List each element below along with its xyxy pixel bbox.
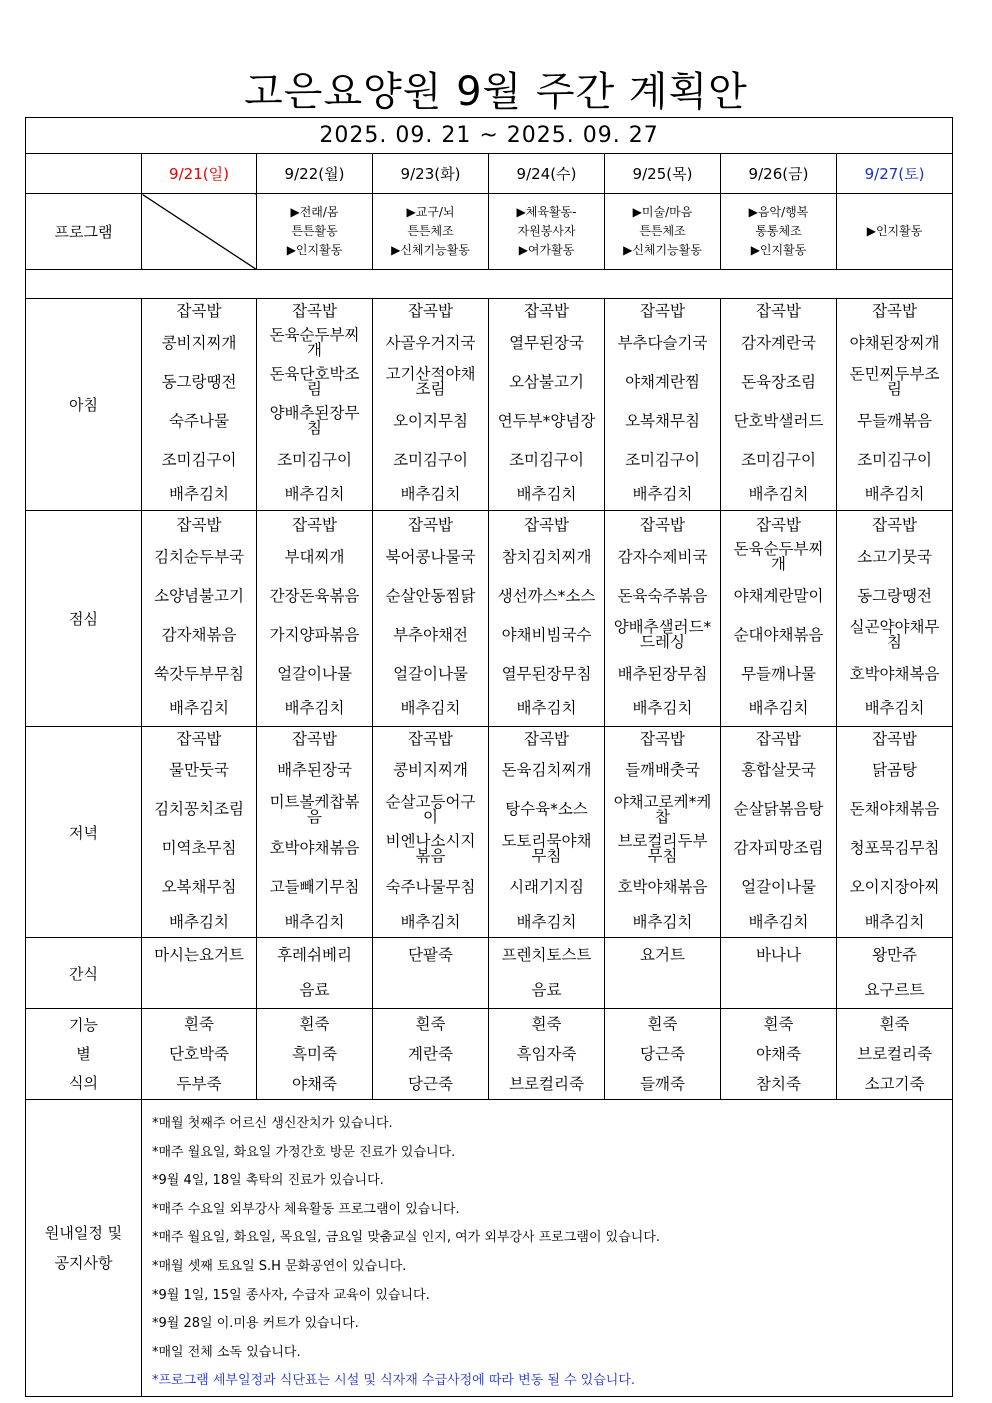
menu-item: 콩비지찌개 <box>393 761 468 779</box>
dinner-cell <box>489 727 605 938</box>
snack-cell <box>142 938 257 1009</box>
special-diet-label <box>26 1009 142 1100</box>
menu-item: 북어콩나물국 <box>385 547 476 566</box>
menu-item: 부추다슬기국 <box>617 333 708 352</box>
menu-item: 조미김구이 <box>393 450 468 469</box>
porridge-item: 두부죽 <box>176 1074 222 1093</box>
menu-item: 배추김치 <box>748 912 809 931</box>
snack-row <box>26 938 953 1009</box>
menu-item: 야채계란말이 <box>733 586 824 605</box>
menu-item: 얼갈이나물 <box>741 878 816 896</box>
snack-cell <box>605 938 721 1009</box>
snack-item <box>142 973 256 1008</box>
special-diet-cell <box>605 1009 721 1100</box>
special-diet-cell <box>142 1009 257 1100</box>
program-item: ▶인지활동 <box>866 224 923 238</box>
menu-item: 양배추된장무침 <box>269 404 360 437</box>
snack-item <box>605 973 720 1008</box>
menu-item: 순살고등어구이 <box>385 792 476 826</box>
spacer-cell <box>26 270 953 299</box>
breakfast-cell <box>142 299 257 511</box>
day-header: 9/25(목) <box>605 154 721 194</box>
menu-item: 호박야채볶음 <box>617 878 708 896</box>
snack-label: 간식 <box>26 938 142 1009</box>
menu-item: 잡곡밥 <box>176 302 222 320</box>
snack-item: 왕만쥬 <box>872 946 917 964</box>
program-empty-diagonal <box>142 194 257 270</box>
special-diet-label-line: 기능 <box>69 1015 98 1034</box>
menu-item: 배추된장국 <box>277 761 352 779</box>
menu-item: 배추김치 <box>284 912 345 931</box>
menu-item: 김치꽁치조림 <box>154 800 244 818</box>
porridge-item: 계란죽 <box>408 1044 453 1063</box>
program-item: ▶신체기능활동 <box>391 243 470 257</box>
porridge-item: 참치죽 <box>756 1074 801 1093</box>
menu-item: 감자계란국 <box>741 333 816 352</box>
menu-item: 부대찌개 <box>284 547 345 566</box>
date-range: 2025. 09. 21 ~ 2025. 09. 27 <box>26 118 953 154</box>
notice-item: *매일 전체 소독 있습니다. <box>152 1344 301 1360</box>
menu-item: 잡곡밥 <box>756 516 801 534</box>
breakfast-cell <box>257 299 373 511</box>
menu-item: 배추된장무침 <box>617 664 708 683</box>
breakfast-cell <box>837 299 953 511</box>
menu-item: 야채계란찜 <box>625 372 700 391</box>
menu-item: 야채비빔국수 <box>501 625 592 644</box>
snack-item: 음료 <box>299 981 330 999</box>
lunch-cell <box>142 511 257 727</box>
snack-item: 단팥죽 <box>408 946 453 964</box>
menu-item: 배추김치 <box>864 912 925 931</box>
lunch-row <box>26 511 953 727</box>
special-diet-cell <box>489 1009 605 1100</box>
menu-item: 순살안동찜닭 <box>385 586 476 605</box>
menu-item: 소고기뭇국 <box>857 547 932 566</box>
menu-item: 양배추샐러드*드레싱 <box>613 618 712 651</box>
lunch-cell <box>605 511 721 727</box>
menu-item: 잡곡밥 <box>408 729 453 748</box>
menu-item: 돈육장조림 <box>741 372 816 391</box>
menu-item: 무들깨볶음 <box>857 411 932 430</box>
porridge-item: 흰죽 <box>299 1014 330 1033</box>
menu-item: 잡곡밥 <box>524 302 569 320</box>
day-header-row <box>26 154 953 194</box>
porridge-item: 흰죽 <box>184 1014 214 1033</box>
menu-item: 미역초무침 <box>161 839 237 857</box>
menu-item: 잡곡밥 <box>524 516 569 534</box>
program-row <box>26 194 953 270</box>
menu-item: 브로컬리두부무침 <box>617 831 708 865</box>
day-header: 9/26(금) <box>721 154 837 194</box>
breakfast-label: 아침 <box>26 299 142 511</box>
menu-item: 배추김치 <box>400 699 461 717</box>
program-item: ▶미술/마음 <box>632 205 693 219</box>
menu-item: 순대야채볶음 <box>733 625 824 644</box>
menu-item: 돈채야채볶음 <box>849 800 940 818</box>
snack-item: 요거트 <box>640 946 685 964</box>
day-header: 9/27(토) <box>837 154 953 194</box>
menu-item: 숙주나물무침 <box>385 878 476 896</box>
special-diet-label-line: 식의 <box>69 1073 98 1092</box>
menu-item: 탕수육*소스 <box>505 800 588 818</box>
notice-item: *매주 월요일, 화요일 가정간호 방문 진료가 있습니다. <box>152 1144 456 1160</box>
dinner-cell <box>721 727 837 938</box>
menu-item: 얼갈이나물 <box>393 664 468 683</box>
snack-item: 요구르트 <box>864 981 925 999</box>
menu-item: 돈육김치찌개 <box>501 761 592 779</box>
dinner-cell <box>837 727 953 938</box>
program-item: 튼튼체조 <box>407 224 454 238</box>
program-item: ▶신체기능활동 <box>623 243 702 257</box>
breakfast-cell <box>373 299 489 511</box>
dinner-label: 저녁 <box>26 727 142 938</box>
menu-item: 잡곡밥 <box>872 516 917 534</box>
menu-item: 배추김치 <box>516 912 577 931</box>
porridge-item: 단호박죽 <box>169 1044 229 1063</box>
menu-item: 잡곡밥 <box>408 302 453 320</box>
menu-item: 김치순두부국 <box>154 547 244 566</box>
lunch-cell <box>373 511 489 727</box>
corner-cell <box>26 154 142 194</box>
menu-item: 가지양파볶음 <box>269 625 360 644</box>
dinner-cell <box>605 727 721 938</box>
menu-item: 배추김치 <box>400 912 461 931</box>
menu-item: 소양념불고기 <box>154 586 244 605</box>
menu-item: 비엔나소시지볶음 <box>385 831 476 865</box>
menu-item: 잡곡밥 <box>872 302 917 320</box>
menu-item: 잡곡밥 <box>756 729 801 748</box>
breakfast-row <box>26 299 953 511</box>
menu-item: 돈민찌두부조림 <box>849 365 940 398</box>
menu-item: 잡곡밥 <box>640 729 685 748</box>
menu-item: 연두부*양념장 <box>497 411 596 430</box>
menu-item: 잡곡밥 <box>176 516 222 534</box>
porridge-item: 흰죽 <box>763 1014 794 1033</box>
breakfast-cell <box>489 299 605 511</box>
menu-item: 들깨배춧국 <box>625 761 700 779</box>
menu-item: 배추김치 <box>516 699 577 717</box>
special-diet-cell <box>837 1009 953 1100</box>
menu-item: 배추김치 <box>864 485 925 503</box>
notice-item: *9월 4일, 18일 촉탁의 진료가 있습니다. <box>152 1173 384 1189</box>
menu-item: 감자채볶음 <box>161 625 237 644</box>
menu-item: 열무된장국 <box>509 333 584 352</box>
day-header: 9/23(화) <box>373 154 489 194</box>
notice-list <box>142 1100 953 1397</box>
snack-item: 마시는요거트 <box>154 946 244 964</box>
snack-item: 음료 <box>531 981 562 999</box>
menu-item: 열무된장무침 <box>501 664 592 683</box>
menu-item: 콩비지찌개 <box>161 333 237 352</box>
spacer-row <box>26 270 953 299</box>
program-cell <box>605 194 721 270</box>
menu-item: 배추김치 <box>284 485 345 503</box>
day-header: 9/24(수) <box>489 154 605 194</box>
program-item: ▶체육활동- <box>516 205 577 219</box>
menu-item: 오이지장아찌 <box>849 878 940 896</box>
porridge-item: 흰죽 <box>531 1014 562 1033</box>
day-header: 9/22(월) <box>257 154 373 194</box>
porridge-item: 들깨죽 <box>640 1074 685 1093</box>
menu-item: 실곤약야채무침 <box>849 618 940 651</box>
menu-item: 배추김치 <box>632 699 693 717</box>
menu-item: 오복채무침 <box>161 878 237 896</box>
porridge-item: 흰죽 <box>647 1014 678 1033</box>
snack-cell <box>837 938 953 1009</box>
special-diet-row <box>26 1009 953 1100</box>
special-diet-label-line: 별 <box>76 1044 91 1063</box>
menu-item: 청포묵김무침 <box>849 839 940 857</box>
menu-item: 잡곡밥 <box>408 516 453 534</box>
porridge-item: 소고기죽 <box>864 1074 925 1093</box>
menu-item: 배추김치 <box>864 699 925 717</box>
menu-item: 잡곡밥 <box>756 302 801 320</box>
menu-item: 무들깨나물 <box>741 664 816 683</box>
notice-row <box>26 1100 953 1397</box>
program-item: 자원봉사자 <box>517 224 576 238</box>
menu-item: 간장돈육볶음 <box>269 586 360 605</box>
weekly-plan-table <box>25 117 953 1397</box>
special-diet-cell <box>257 1009 373 1100</box>
menu-item: 쑥갓두부무침 <box>154 664 244 683</box>
menu-item: 잡곡밥 <box>292 516 337 534</box>
menu-item: 야채고로케*케찹 <box>613 792 712 826</box>
notice-item: *9월 28일 이.미용 커트가 있습니다. <box>152 1316 359 1332</box>
dinner-cell <box>142 727 257 938</box>
dinner-row <box>26 727 953 938</box>
program-cell <box>721 194 837 270</box>
lunch-cell <box>489 511 605 727</box>
menu-item: 닭곰탕 <box>872 761 917 779</box>
program-cell <box>373 194 489 270</box>
snack-item: 후레쉬베리 <box>277 946 352 964</box>
program-item: 통통체조 <box>755 224 802 238</box>
menu-item: 배추김치 <box>748 485 809 503</box>
notice-item: *매월 셋째 토요일 S.H 문화공연이 있습니다. <box>152 1258 407 1274</box>
program-item: ▶인지활동 <box>750 243 807 257</box>
menu-item: 배추김치 <box>169 699 229 717</box>
menu-item: 고들빼기무침 <box>269 878 360 896</box>
menu-item: 배추김치 <box>169 912 229 931</box>
menu-item: 돈육숙주볶음 <box>617 586 708 605</box>
menu-item: 잡곡밥 <box>292 729 337 748</box>
notice-item: *9월 1일, 15일 종사자, 수급자 교육이 있습니다. <box>152 1287 430 1303</box>
menu-item: 배추김치 <box>516 485 577 503</box>
snack-cell <box>373 938 489 1009</box>
menu-item: 배추김치 <box>632 485 693 503</box>
lunch-cell <box>721 511 837 727</box>
porridge-item: 흰죽 <box>415 1014 446 1033</box>
special-diet-cell <box>373 1009 489 1100</box>
page-title: 고은요양원 9월 주간 계획안 <box>244 69 748 115</box>
menu-item: 오삼불고기 <box>509 372 584 391</box>
menu-item: 돈육순두부찌개 <box>269 326 360 359</box>
menu-item: 조미김구이 <box>625 450 700 469</box>
menu-item: 조미김구이 <box>857 450 932 469</box>
program-item: ▶전래/몸 <box>290 205 339 219</box>
menu-item: 부추야채전 <box>393 625 468 644</box>
menu-item: 배추김치 <box>400 485 461 503</box>
program-label: 프로그램 <box>26 194 142 270</box>
menu-item: 숙주나물 <box>169 411 229 430</box>
menu-item: 고기산적야채조림 <box>385 365 476 398</box>
menu-item: 생선까스*소스 <box>497 586 596 605</box>
notice-label <box>26 1100 142 1397</box>
menu-item: 단호박샐러드 <box>733 411 824 430</box>
special-diet-cell <box>721 1009 837 1100</box>
menu-item: 오복채무침 <box>625 411 700 430</box>
menu-item: 감자피망조림 <box>733 839 824 857</box>
program-item: ▶교구/뇌 <box>406 205 455 219</box>
day-header: 9/21(일) <box>142 154 257 194</box>
menu-item: 얼갈이나물 <box>277 664 352 683</box>
snack-item <box>373 973 488 1008</box>
menu-item: 배추김치 <box>284 699 345 717</box>
program-cell <box>257 194 373 270</box>
menu-item: 돈육순두부찌개 <box>733 540 824 573</box>
notice-item: *프로그램 세부일정과 식단표는 시설 및 식자재 수급사정에 따라 변동 될 수 있습니다. <box>152 1373 636 1389</box>
menu-item: 배추김치 <box>632 912 693 931</box>
menu-item: 잡곡밥 <box>176 729 222 748</box>
program-item: 튼튼활동 <box>291 224 338 238</box>
menu-item: 감자수제비국 <box>617 547 708 566</box>
program-item: ▶여가활동 <box>518 243 575 257</box>
notice-label-line: 공지사항 <box>54 1253 113 1272</box>
program-cell <box>837 194 953 270</box>
porridge-item: 브로컬리죽 <box>857 1044 932 1063</box>
menu-item: 조미김구이 <box>161 450 237 469</box>
menu-item: 오이지무침 <box>393 411 468 430</box>
menu-item: 배추김치 <box>748 699 809 717</box>
menu-item: 잡곡밥 <box>872 729 917 748</box>
program-item: 튼튼체조 <box>639 224 686 238</box>
menu-item: 호박야채볶음 <box>269 839 360 857</box>
menu-item: 잡곡밥 <box>640 302 685 320</box>
menu-item: 순살닭볶음탕 <box>733 800 824 818</box>
dinner-cell <box>373 727 489 938</box>
menu-item: 조미김구이 <box>277 450 352 469</box>
menu-item: 돈육단호박조림 <box>269 365 360 398</box>
snack-item <box>721 973 836 1008</box>
porridge-item: 브로컬리죽 <box>509 1074 584 1093</box>
menu-item: 야채된장찌개 <box>849 333 940 352</box>
menu-item: 시래기지짐 <box>509 878 584 896</box>
menu-item: 도토리묵야채무침 <box>501 831 592 865</box>
program-item: ▶음악/행복 <box>748 205 809 219</box>
breakfast-cell <box>605 299 721 511</box>
porridge-item: 흑임자죽 <box>516 1044 577 1063</box>
breakfast-cell <box>721 299 837 511</box>
dinner-cell <box>257 727 373 938</box>
porridge-item: 야채죽 <box>756 1044 801 1063</box>
notice-item: *매주 수요일 외부강사 체육활동 프로그램이 있습니다. <box>152 1201 460 1217</box>
menu-item: 홍합살뭇국 <box>741 761 816 779</box>
menu-item: 동그랑땡전 <box>857 586 932 605</box>
porridge-item: 당근죽 <box>408 1074 453 1093</box>
notice-item: *매월 첫째주 어르신 생신잔치가 있습니다. <box>152 1116 393 1131</box>
menu-item: 배추김치 <box>169 485 229 503</box>
menu-item: 동그랑땡전 <box>161 372 237 391</box>
porridge-item: 흰죽 <box>879 1014 910 1033</box>
notice-item: *매주 월요일, 화요일, 목요일, 금요일 맞춤교실 인지, 여가 외부강사 프로그램이 있습니다. <box>152 1230 661 1246</box>
menu-item: 호박야채복음 <box>849 664 940 683</box>
menu-item: 참치김치찌개 <box>501 547 592 566</box>
lunch-label: 점심 <box>26 511 142 727</box>
lunch-cell <box>837 511 953 727</box>
menu-item: 잡곡밥 <box>292 302 337 320</box>
menu-item: 잡곡밥 <box>640 516 685 534</box>
menu-item: 조미김구이 <box>741 450 816 469</box>
menu-item: 미트볼케찹볶음 <box>269 792 360 826</box>
lunch-cell <box>257 511 373 727</box>
snack-cell <box>489 938 605 1009</box>
porridge-item: 야채죽 <box>292 1074 337 1093</box>
notice-label-line: 원내일정 및 <box>44 1223 123 1242</box>
menu-item: 잡곡밥 <box>524 729 569 748</box>
menu-item: 물만둣국 <box>169 761 229 779</box>
snack-cell <box>257 938 373 1009</box>
porridge-item: 흑미죽 <box>292 1044 337 1063</box>
snack-item: 바나나 <box>756 946 801 964</box>
snack-cell <box>721 938 837 1009</box>
program-item: ▶인지활동 <box>286 243 343 257</box>
menu-item: 조미김구이 <box>509 450 584 469</box>
snack-item: 프렌치토스트 <box>501 946 592 964</box>
menu-item: 사골우거지국 <box>385 333 476 352</box>
porridge-item: 당근죽 <box>640 1044 685 1063</box>
program-cell <box>489 194 605 270</box>
